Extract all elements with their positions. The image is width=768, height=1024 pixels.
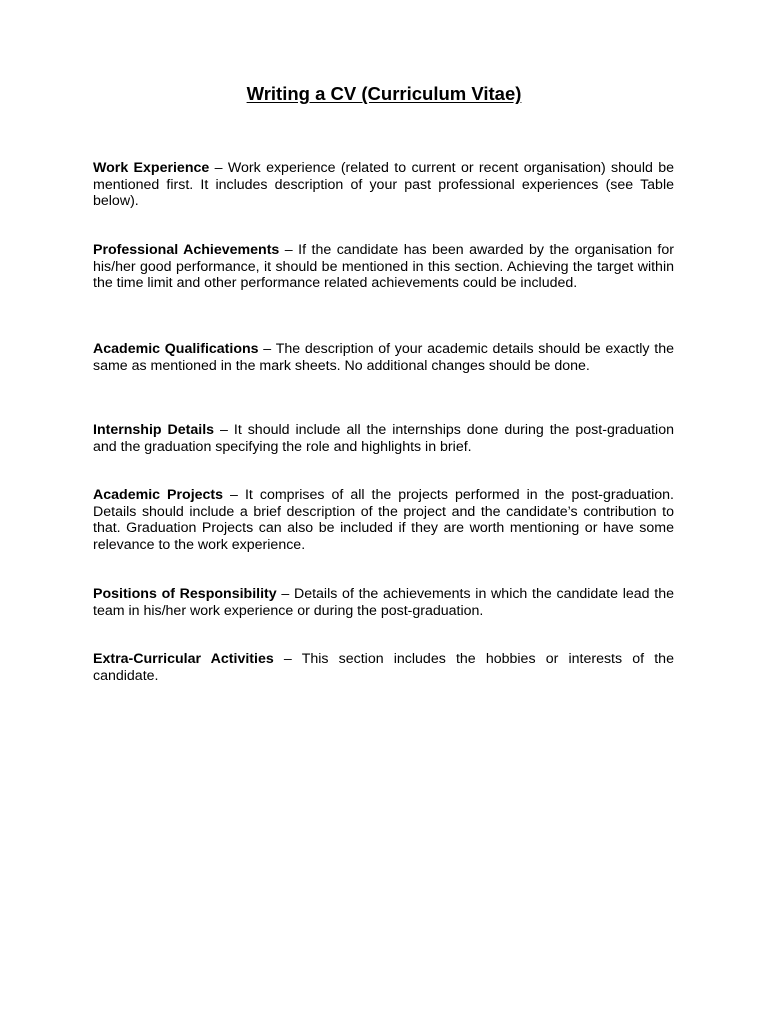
section-body: This section includes the hobbies or interests of the candidate.	[93, 651, 674, 684]
section-heading: Academic Projects	[93, 487, 224, 503]
section-heading: Academic Qualifications	[93, 341, 259, 357]
section-positions-of-responsibility	[93, 586, 674, 619]
section-heading: Work Experience	[93, 160, 210, 176]
section-work-experience	[93, 160, 674, 210]
section-internship-details	[93, 422, 674, 455]
section-body: Details of the achievements in which the candidate lead the team in his/her work experience or during the post-graduation.	[93, 586, 674, 619]
section-separator: –	[276, 586, 294, 602]
section-academic-qualifications	[93, 341, 674, 374]
section-heading: Professional Achievements	[93, 242, 280, 258]
section-body: The description of your academic details should be exactly the same as mentioned in the mark sheets. No additional changes should be done.	[93, 341, 674, 374]
section-separator: –	[273, 651, 302, 667]
section-body: It comprises of all the projects performed in the post-graduation. Details should include a brief description of the project and the candidate’s contribution to that. Graduation Projects can also be included if they are worth mentioning or have some relevance to the work experience.	[93, 487, 674, 553]
section-heading: Extra-Curricular Activities	[93, 651, 274, 667]
section-body: Work experience (related to current or recent organisation) should be mentioned first. It includes description of your past professional experiences (see Table below).	[93, 160, 674, 210]
section-separator: –	[223, 487, 245, 503]
section-academic-projects	[93, 487, 674, 553]
section-extra-curricular-activities	[93, 651, 674, 684]
document-title	[0, 83, 768, 105]
section-heading: Internship Details	[93, 422, 215, 438]
document-title-text: Writing a CV (Curriculum Vitae)	[246, 83, 522, 104]
section-professional-achievements	[93, 242, 674, 292]
section-separator: –	[258, 341, 276, 357]
section-body: It should include all the internships done during the post-graduation and the graduation specifying the role and highlights in brief.	[93, 422, 674, 455]
section-body: If the candidate has been awarded by the organisation for his/her good performance, it should be mentioned in this section. Achieving the target within the time limit and other performance related achievements could be included.	[93, 242, 674, 292]
section-heading: Positions of Responsibility	[93, 586, 277, 602]
section-separator: –	[279, 242, 299, 258]
section-separator: –	[209, 160, 228, 176]
section-separator: –	[214, 422, 234, 438]
